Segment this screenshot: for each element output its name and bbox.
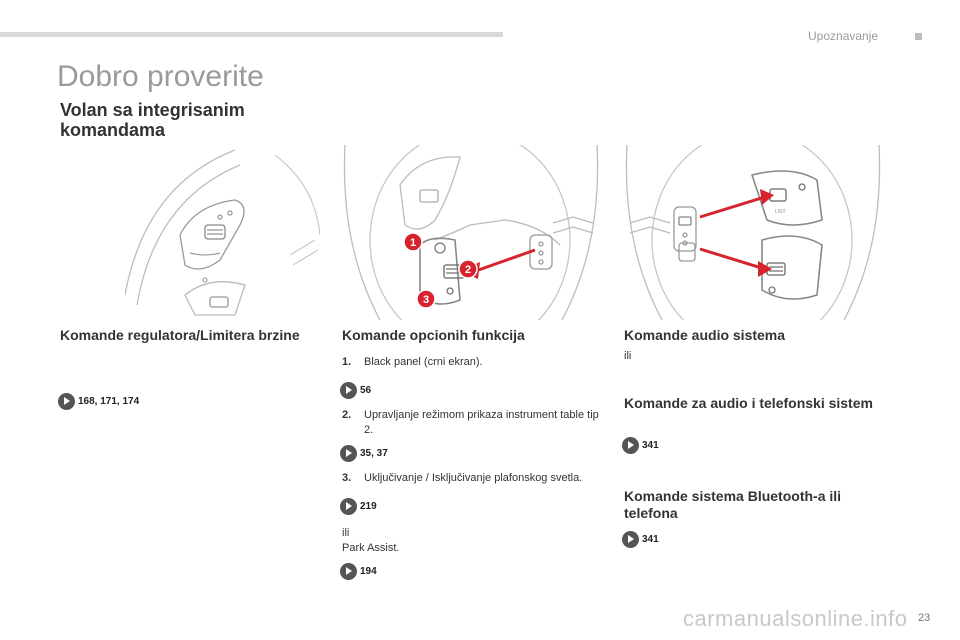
item-number: 3. <box>342 472 352 484</box>
page-reference-icon <box>340 445 357 462</box>
cruise-control-reference[interactable] <box>58 392 139 410</box>
item-text: Upravljanje režimom prikaza instrument table tip 2. <box>364 409 599 436</box>
reference-pages: 341 <box>642 439 659 451</box>
park-assist-text: Park Assist. <box>342 542 400 554</box>
bluetooth-telephone-heading: Komande sistema Bluetooth-a ili telefona <box>624 488 842 521</box>
bluetooth-telephone-reference[interactable] <box>622 530 659 548</box>
audio-telephone-reference[interactable] <box>622 436 659 454</box>
black-panel-reference[interactable] <box>340 381 371 399</box>
page-reference-icon <box>340 382 357 399</box>
svg-text:LIST: LIST <box>775 209 786 215</box>
audio-telephone-heading: Komande za audio i telefonski sistem <box>624 395 873 411</box>
page-number: 23 <box>918 612 931 624</box>
header-bar <box>0 32 503 37</box>
list-item <box>342 355 602 370</box>
list-item <box>342 408 602 438</box>
cruise-control-illustration <box>125 145 320 320</box>
courtesy-light-reference[interactable] <box>340 497 377 515</box>
steering-wheel-audio-illustration <box>622 145 884 320</box>
display-mode-reference[interactable] <box>340 444 388 462</box>
item-number: 2. <box>342 409 352 421</box>
or-text: ili <box>342 527 350 539</box>
reference-pages: 35, 37 <box>360 447 388 459</box>
item-text: Black panel (crni ekran). <box>364 356 483 368</box>
callout-2: 2 <box>464 264 472 276</box>
page-reference-icon <box>622 531 639 548</box>
page-reference-icon <box>340 498 357 515</box>
audio-controls-heading: Komande audio sistema <box>624 327 786 343</box>
steering-wheel-optional-illustration <box>340 145 602 320</box>
item-number: 1. <box>342 356 352 368</box>
reference-pages: 341 <box>642 533 659 545</box>
cruise-control-heading: Komande regulatora/Limitera brzine <box>60 327 300 343</box>
park-assist-reference[interactable] <box>340 562 377 580</box>
page-reference-icon <box>58 393 75 410</box>
item-text: Uključivanje / Isključivanje plafonskog svetla. <box>364 472 583 484</box>
or-text: ili <box>624 350 632 362</box>
reference-pages: 194 <box>360 565 377 577</box>
callout-1: 1 <box>409 237 417 249</box>
watermark: carmanualsonline.info <box>683 606 908 631</box>
page-reference-icon <box>340 563 357 580</box>
reference-pages: 168, 171, 174 <box>78 395 140 407</box>
page-subtitle: Volan sa integrisanim komandama <box>60 100 245 140</box>
page-reference-icon <box>622 437 639 454</box>
section-marker <box>915 33 922 40</box>
section-label: Upoznavanje <box>808 29 879 43</box>
list-item <box>342 471 612 486</box>
page-title: Dobro proverite <box>57 60 264 93</box>
reference-pages: 219 <box>360 500 377 512</box>
callout-3: 3 <box>422 294 430 306</box>
optional-functions-heading: Komande opcionih funkcija <box>342 327 525 343</box>
reference-pages: 56 <box>360 384 372 396</box>
